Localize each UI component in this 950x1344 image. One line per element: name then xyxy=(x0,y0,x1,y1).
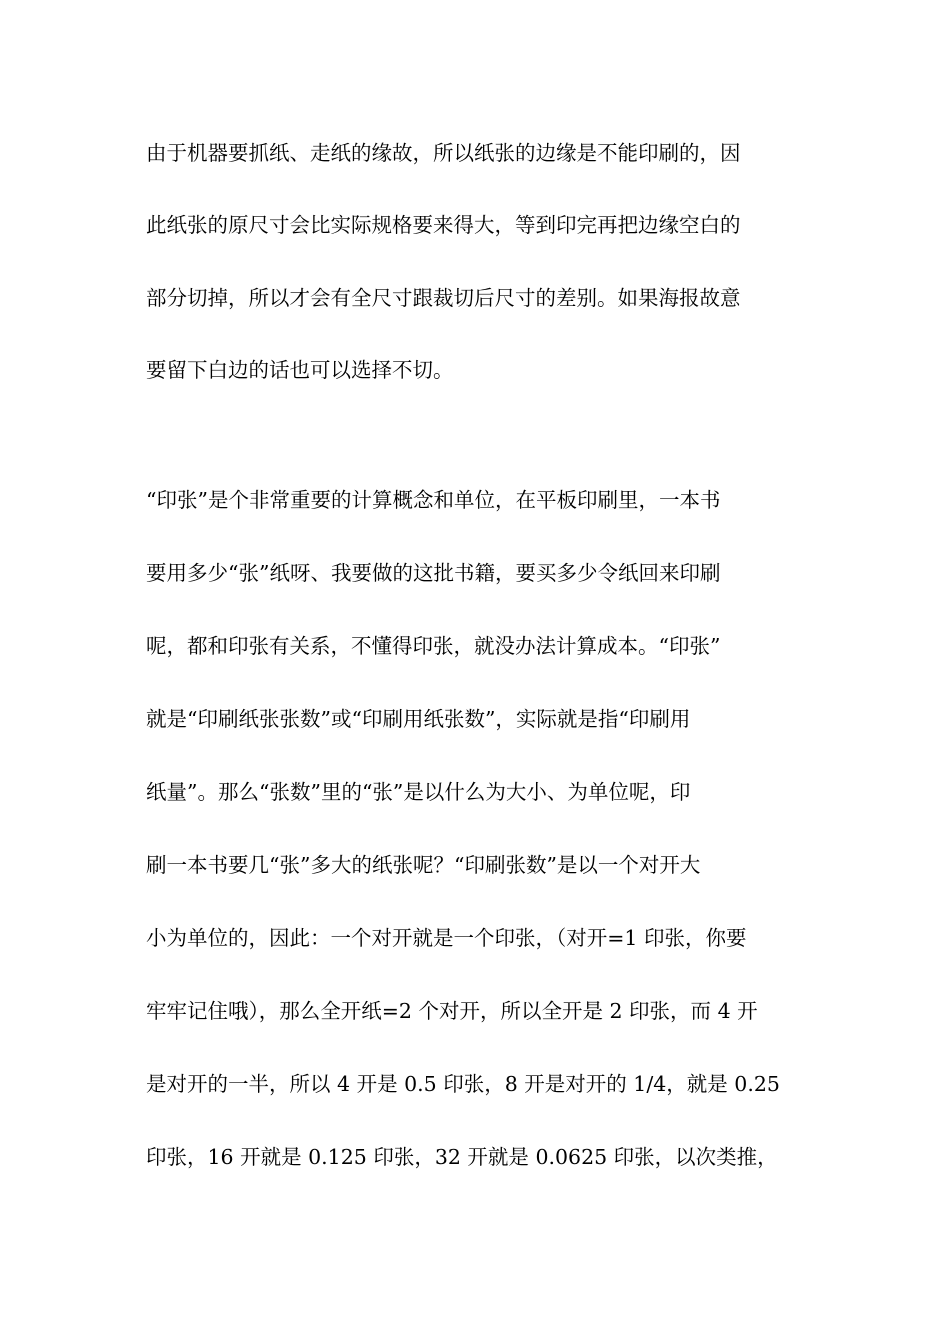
text-line: 要留下白边的话也可以选择不切。 xyxy=(146,358,454,382)
text-line: 此纸张的原尺寸会比实际规格要来得大，等到印完再把边缘空白的 xyxy=(146,213,741,237)
text-line: 就是“印刷纸张张数”或“印刷用纸张数”，实际就是指“印刷用 xyxy=(146,707,691,731)
text-line: 小为单位的，因此：一个对开就是一个印张，（对开=1 印张，你要 xyxy=(146,926,747,950)
text-line: 部分切掉，所以才会有全尺寸跟裁切后尺寸的差别。如果海报故意 xyxy=(146,286,741,310)
text-line: 牢牢记住哦），那么全开纸=2 个对开，所以全开是 2 印张，而 4 开 xyxy=(146,999,758,1023)
text-line: 是对开的一半，所以 4 开是 0.5 印张，8 开是对开的 1/4，就是 0.25 xyxy=(146,1072,780,1096)
text-line: “印张”是个非常重要的计算概念和单位，在平板印刷里，一本书 xyxy=(146,488,721,512)
text-line: 印张，16 开就是 0.125 印张，32 开就是 0.0625 印张，以次类推， xyxy=(146,1145,778,1169)
text-line: 由于机器要抓纸、走纸的缘故，所以纸张的边缘是不能印刷的，因 xyxy=(146,141,741,165)
text-line: 纸量”。那么“张数”里的“张”是以什么为大小、为单位呢，印 xyxy=(146,780,691,804)
text-line: 呢，都和印张有关系，不懂得印张，就没办法计算成本。“印张” xyxy=(146,634,721,658)
text-line: 要用多少“张”纸呀、我要做的这批书籍，要买多少令纸回来印刷 xyxy=(146,561,721,585)
text-line: 刷一本书要几“张”多大的纸张呢？“印刷张数”是以一个对开大 xyxy=(146,853,701,877)
